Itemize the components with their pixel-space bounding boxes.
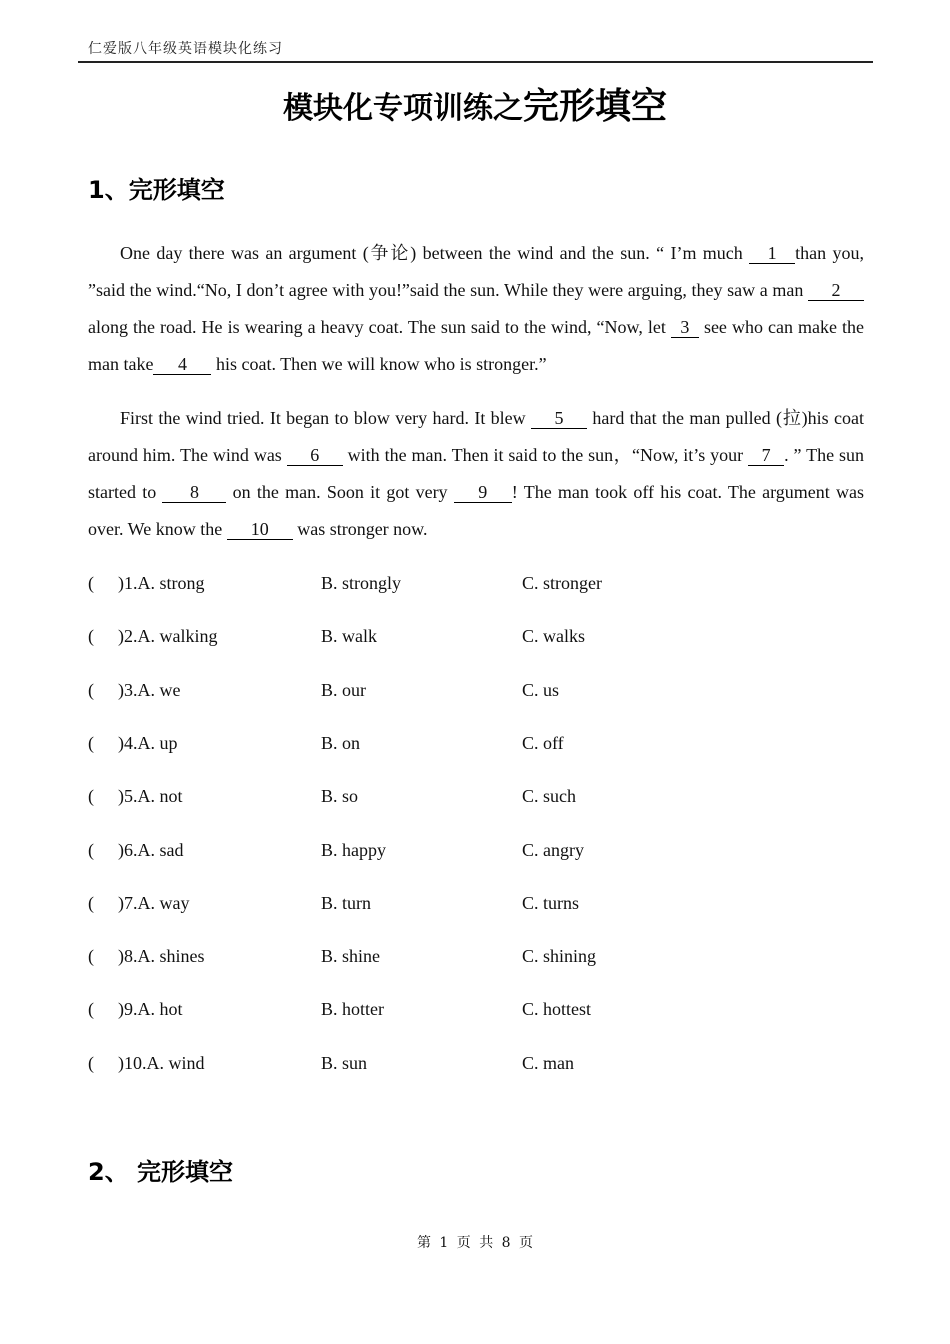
option-a: )3.A. we (118, 680, 181, 700)
option-b: B. on (321, 733, 361, 753)
title-part2: 完形填空 (522, 86, 667, 127)
p1-text-5: his coat. Then we will know who is stronger.” (211, 354, 547, 374)
p1-text-2: than you, ”said the wind.“No, I don’t agree with you!”said the sun. While they were arguing, they saw a man (88, 243, 864, 300)
answer-paren[interactable]: ( (88, 840, 94, 860)
option-c: C. stronger (522, 573, 602, 593)
answer-paren[interactable]: ( (88, 946, 94, 966)
page-header: 仁爱版八年级英语模块化练习 (88, 41, 283, 57)
blank-1[interactable]: 1 (749, 243, 795, 264)
option-row-5 (88, 786, 864, 810)
option-b: B. sun (321, 1053, 368, 1073)
passage-paragraph-1 (88, 235, 864, 383)
page-footer: 第 1 页 共 8 页 (416, 1235, 534, 1251)
blank-7[interactable]: 7 (748, 445, 784, 466)
blank-10[interactable]: 10 (227, 519, 293, 540)
option-row-9 (88, 999, 864, 1023)
option-c: C. shining (522, 946, 597, 966)
blank-2[interactable]: 2 (808, 280, 864, 301)
option-row-6 (88, 840, 864, 864)
passage-paragraph-2 (88, 400, 864, 548)
option-b: B. happy (321, 840, 386, 860)
option-b: B. hotter (321, 999, 384, 1019)
p1-text-4: see who can make the man take (88, 317, 865, 374)
blank-5[interactable]: 5 (531, 408, 587, 429)
option-c: C. hottest (522, 999, 592, 1019)
title-part1: 模块化专项训练之 (282, 91, 523, 126)
option-row-8 (88, 946, 864, 970)
option-row-3 (88, 680, 864, 704)
option-c: C. such (522, 786, 576, 806)
p2-text-4: . ” The sun started to (88, 445, 865, 502)
header-divider (78, 61, 873, 63)
option-row-2 (88, 626, 864, 650)
option-row-10 (88, 1053, 864, 1077)
blank-9[interactable]: 9 (454, 482, 512, 503)
p2-text-1: First the wind tried. It began to blow very hard. It blew (120, 408, 532, 428)
p2-text-6: ! The man took off his coat. The argument was over. We know the (88, 482, 864, 539)
answer-paren[interactable]: ( (88, 626, 94, 646)
option-c: C. man (522, 1053, 574, 1073)
option-b: B. turn (321, 893, 372, 913)
option-a: )1.A. strong (118, 573, 205, 593)
section1-heading: 1、完形填空 (88, 176, 225, 204)
option-b: B. walk (321, 626, 377, 646)
option-b: B. our (321, 680, 366, 700)
p2-text-2: hard that the man pulled (拉)his coat around him. The wind was (88, 408, 865, 465)
section2-heading: 2、 完形填空 (88, 1158, 234, 1186)
option-a: )7.A. way (118, 893, 190, 913)
option-a: )4.A. up (118, 733, 178, 753)
p2-text-3: with the man. Then it said to the sun，“Now, it’s your (342, 445, 749, 465)
p1-text-1: One day there was an argument (争论) between the wind and the sun. “ I’m much (120, 243, 750, 263)
p2-text-7: was stronger now. (292, 519, 428, 539)
option-a: )6.A. sad (118, 840, 184, 860)
option-row-4 (88, 733, 864, 757)
option-a: )9.A. hot (118, 999, 183, 1019)
option-a: )10.A. wind (118, 1053, 205, 1073)
option-c: C. turns (522, 893, 580, 913)
option-b: B. strongly (321, 573, 402, 593)
p1-text-3: along the road. He is wearing a heavy coat. The sun said to the wind, “Now, let (88, 317, 671, 337)
blank-8[interactable]: 8 (162, 482, 226, 503)
option-row-1 (88, 573, 864, 597)
blank-4[interactable]: 4 (153, 354, 211, 375)
p2-text-5: on the man. Soon it got very (226, 482, 454, 502)
option-c: C. off (522, 733, 564, 753)
option-c: C. walks (522, 626, 585, 646)
option-c: C. angry (522, 840, 584, 860)
answer-paren[interactable]: ( (88, 680, 94, 700)
option-c: C. us (522, 680, 560, 700)
option-b: B. shine (321, 946, 381, 966)
answer-paren[interactable]: ( (88, 1053, 94, 1073)
answer-paren[interactable]: ( (88, 786, 94, 806)
blank-6[interactable]: 6 (287, 445, 343, 466)
option-a: )5.A. not (118, 786, 183, 806)
page-title (0, 78, 950, 129)
option-a: )2.A. walking (118, 626, 218, 646)
option-a: )8.A. shines (118, 946, 205, 966)
answer-paren[interactable]: ( (88, 733, 94, 753)
answer-paren[interactable]: ( (88, 999, 94, 1019)
blank-3[interactable]: 3 (671, 317, 699, 338)
option-row-7 (88, 893, 864, 917)
option-b: B. so (321, 786, 359, 806)
answer-paren[interactable]: ( (88, 893, 94, 913)
answer-paren[interactable]: ( (88, 573, 94, 593)
